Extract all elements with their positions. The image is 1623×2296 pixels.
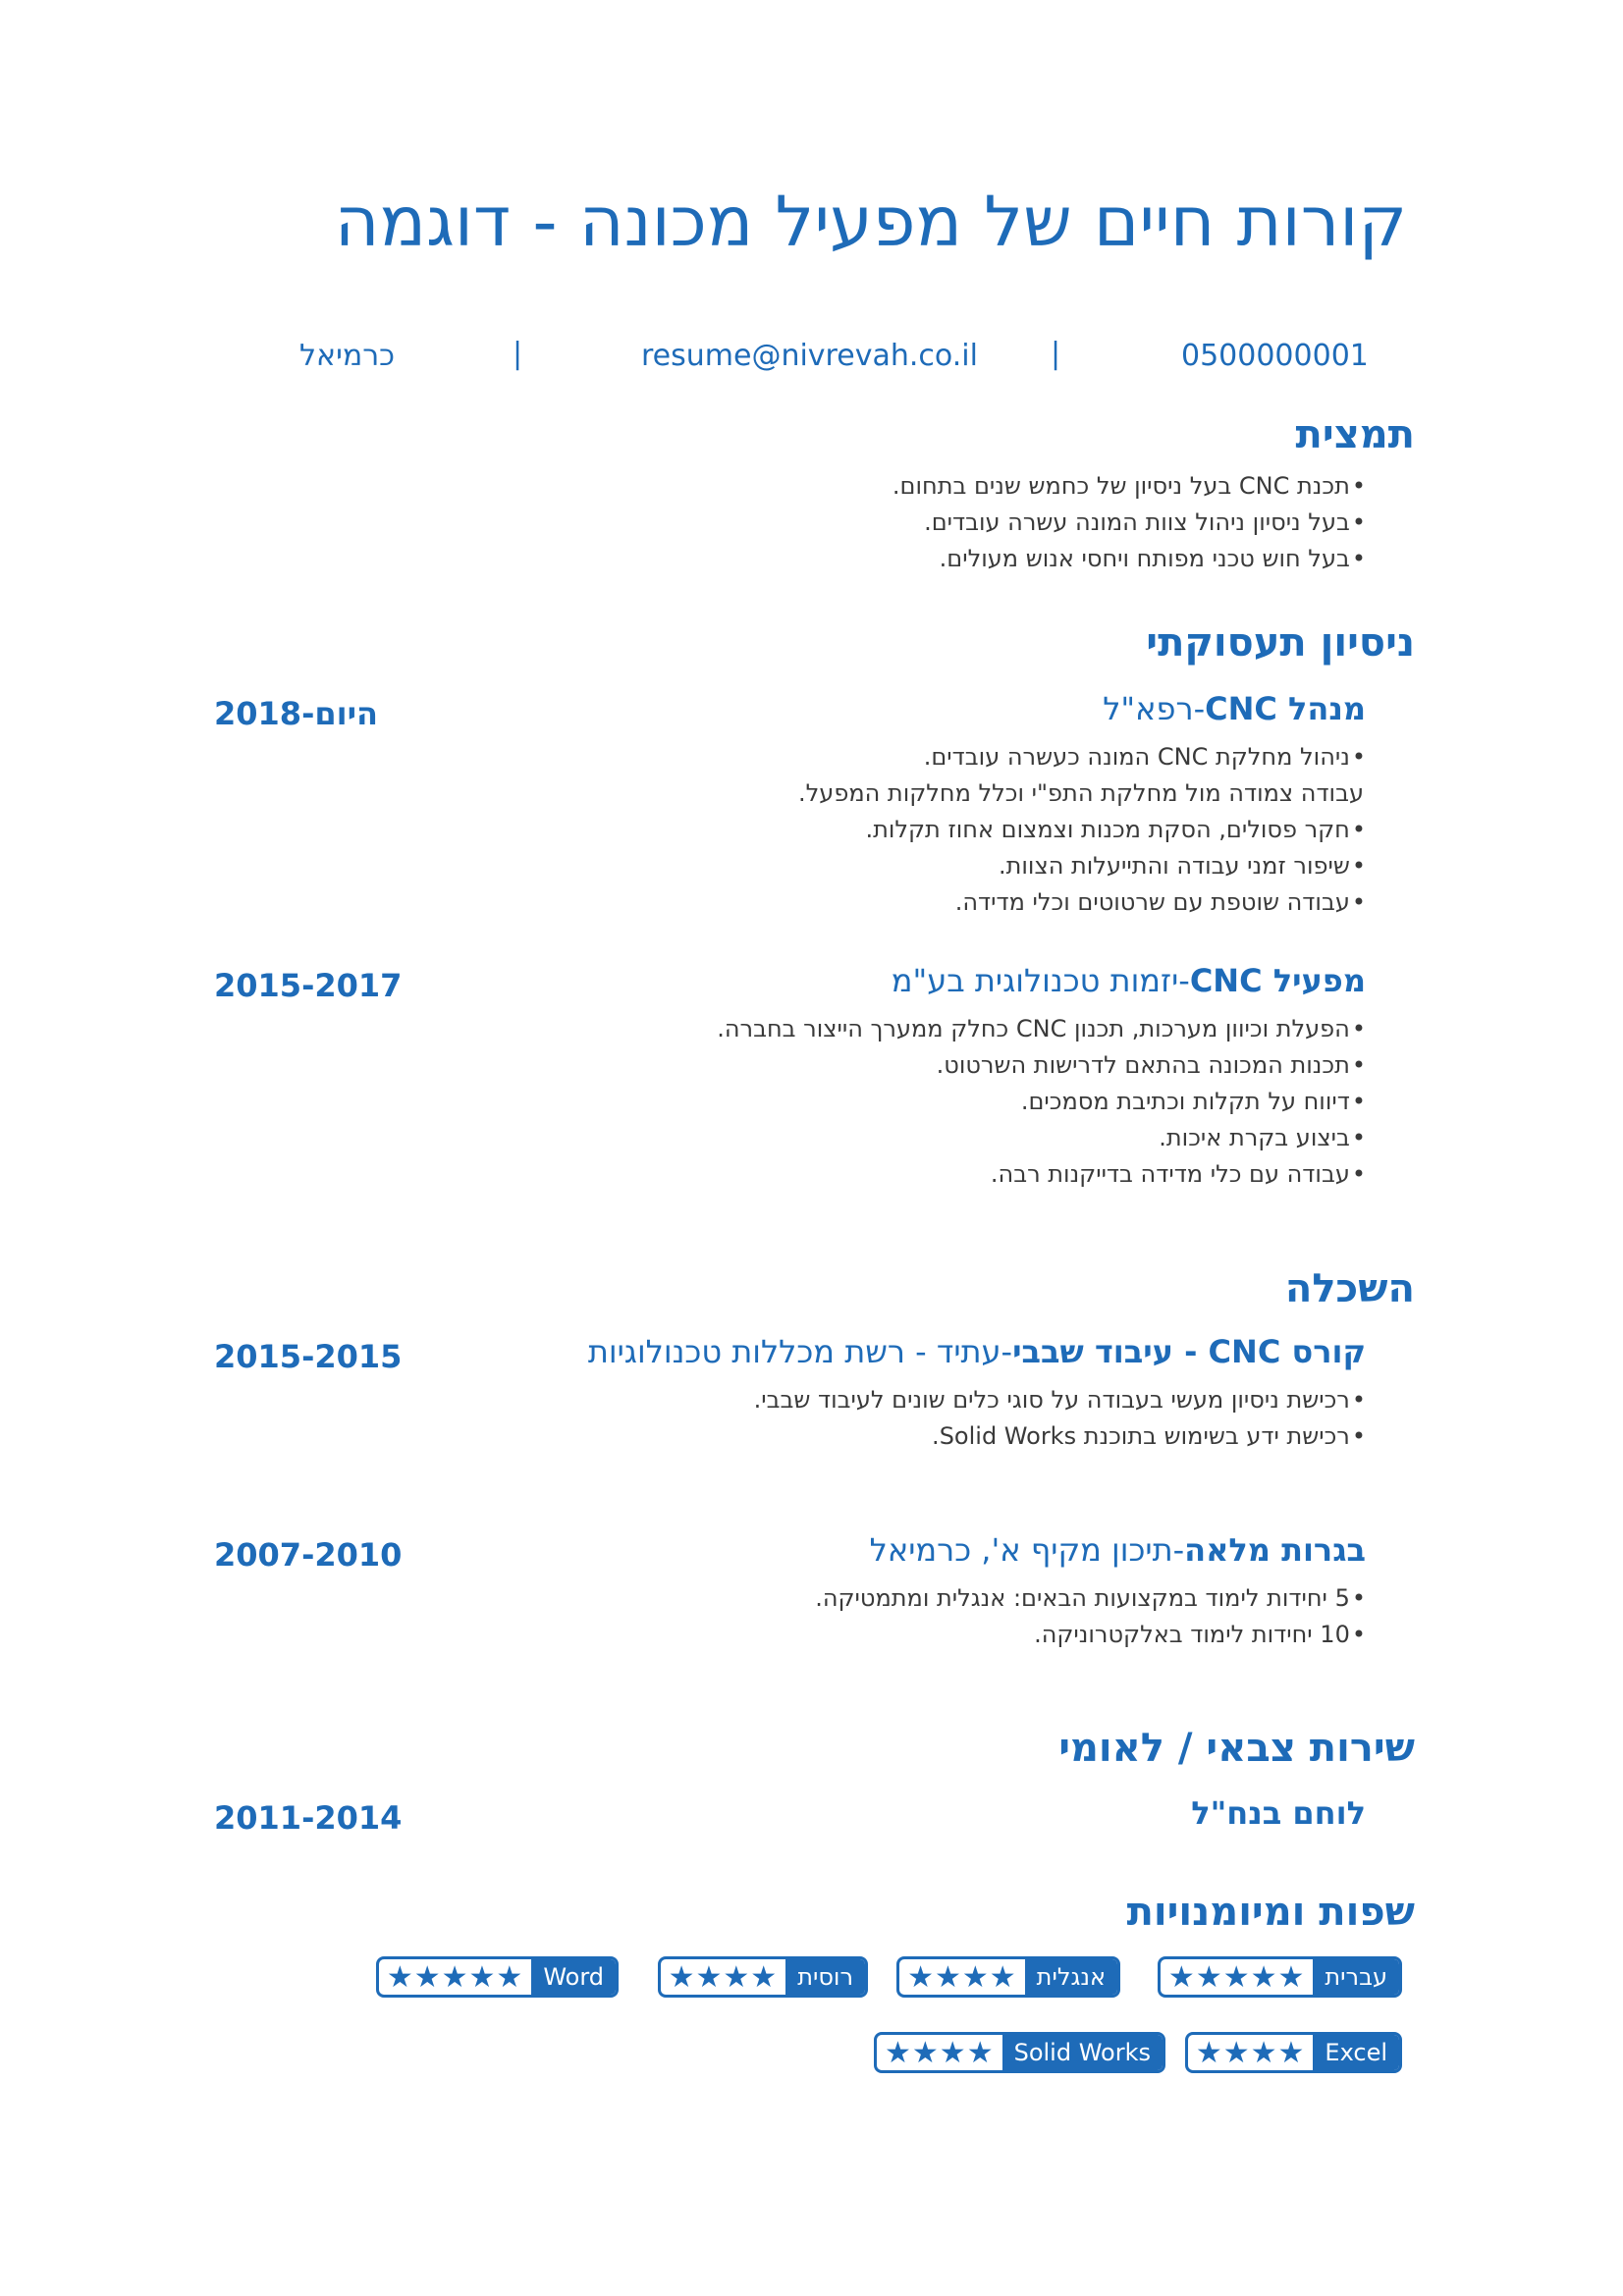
education-role: בגרות מלאה — [1184, 1531, 1366, 1569]
job-item: • דיווח על תקלות וכתיבת מסמכים. — [717, 1084, 1366, 1120]
skill-name: אנגלית — [1025, 1959, 1117, 1995]
job-item: • ביצוע בקרת איכות. — [717, 1120, 1366, 1156]
contact-phone: 0500000001 — [1181, 339, 1369, 373]
education-role: קורס CNC - עיבוד שבבי — [1012, 1333, 1366, 1370]
contact-separator: | — [1051, 337, 1061, 371]
skill-badge — [376, 1956, 619, 1998]
job-item: • עבודה שוטפת עם שרטוטים וכלי מדידה. — [798, 884, 1366, 921]
job-item: עבודה צמודה מול מחלקת התפ"י וכלל מחלקות המפעל. — [798, 779, 1364, 807]
skills-heading: שפות ומיומנויות — [1126, 1890, 1415, 1935]
education-title — [588, 1333, 1366, 1370]
skill-name: רוסית — [785, 1959, 865, 1995]
education-item: • רכישת ידע בשימוש בתוכנת Solid Works. — [754, 1418, 1366, 1455]
job-dates: 2015-2017 — [214, 967, 403, 1004]
job-org: -יזמות טכנולוגית בע"מ — [891, 962, 1190, 999]
skill-badge — [658, 1956, 868, 1998]
job-item: • ניהול מחלקת CNC המונה כעשרה עובדים. — [798, 739, 1366, 775]
summary-item: • בעל ניסיון ניהול צוות המונה עשרה עובדים. — [893, 505, 1366, 541]
education-bullets — [754, 1382, 1366, 1455]
star-icon: ★★★★ — [1195, 2035, 1306, 2070]
star-icon: ★★★★ — [885, 2035, 995, 2070]
contact-city: כרמיאל — [299, 339, 395, 373]
education-dates: 2015-2015 — [214, 1338, 403, 1375]
contact-email[interactable]: resume@nivrevah.co.il — [641, 339, 978, 373]
education-org: -תיכון מקיף א', כרמיאל — [869, 1531, 1185, 1569]
skill-name: Solid Works — [1002, 2035, 1163, 2070]
job-org: -רפא"ל — [1103, 690, 1206, 727]
military-dates: 2011-2014 — [214, 1799, 403, 1837]
star-icon: ★★★★ — [907, 1959, 1017, 1995]
skill-name: Word — [531, 1959, 616, 1995]
job-item: • חקר פסולים, הסקת מכנות וצמצום אחוז תקלות. — [798, 812, 1366, 848]
summary-item: • בעל חוש טכני מפותח ויחסי אנוש מעולים. — [893, 541, 1366, 577]
education-bullets — [815, 1580, 1366, 1653]
star-icon: ★★★★★ — [1167, 1959, 1306, 1995]
education-org: -עתיד - רשת מכללות טכנולוגיות — [587, 1333, 1013, 1370]
summary-heading: תמצית — [1295, 412, 1415, 457]
job-bullets — [717, 1011, 1366, 1193]
skill-badge — [874, 2032, 1165, 2073]
experience-heading: ניסיון תעסוקתי — [1146, 620, 1415, 666]
job-role: מפעיל CNC — [1189, 962, 1366, 999]
education-item: • 10 יחידות לימוד באלקטרוניקה. — [815, 1617, 1366, 1653]
job-item: • תכנות המכונה בהתאם לדרישות השרטוט. — [717, 1047, 1366, 1084]
skill-name: עברית — [1313, 1959, 1399, 1995]
skill-badge — [1185, 2032, 1402, 2073]
job-item: • שיפור זמני עבודה והתייעלות הצוות. — [798, 848, 1366, 884]
summary-item: • תכנת CNC בעל ניסיון של כחמש שנים בתחום. — [893, 468, 1366, 505]
job-item: • הפעלת וכיוון מערכות, תכנון CNC כחלק ממערך הייצור בחברה. — [717, 1011, 1366, 1047]
skill-name: Excel — [1313, 2035, 1399, 2070]
contact-separator: | — [513, 337, 523, 371]
job-title — [1103, 690, 1366, 727]
job-role: מנהל CNC — [1205, 690, 1366, 727]
education-item: • רכישת ניסיון מעשי בעבודה על סוגי כלים שונים לעיבוד שבבי. — [754, 1382, 1366, 1418]
education-title — [870, 1531, 1366, 1569]
skill-badge — [1158, 1956, 1402, 1998]
education-heading: השכלה — [1284, 1266, 1415, 1311]
page-title: קורות חיים של מפעיל מכונה - דוגמה — [334, 182, 1407, 262]
job-dates: 2018-היום — [214, 695, 379, 732]
job-title — [892, 962, 1366, 999]
skill-badge — [896, 1956, 1120, 1998]
education-dates: 2007-2010 — [214, 1536, 403, 1574]
military-heading: שירות צבאי / לאומי — [1058, 1726, 1415, 1771]
summary-list — [893, 468, 1366, 577]
star-icon: ★★★★★ — [386, 1959, 524, 1995]
education-item: • 5 יחידות לימוד במקצועות הבאים: אנגלית ומתמטיקה. — [815, 1580, 1366, 1617]
job-bullets — [798, 739, 1366, 921]
star-icon: ★★★★ — [668, 1959, 779, 1995]
military-role: לוחם בנח"ל — [1191, 1794, 1366, 1832]
job-item: • עבודה עם כלי מדידה בדייקנות רבה. — [717, 1156, 1366, 1193]
